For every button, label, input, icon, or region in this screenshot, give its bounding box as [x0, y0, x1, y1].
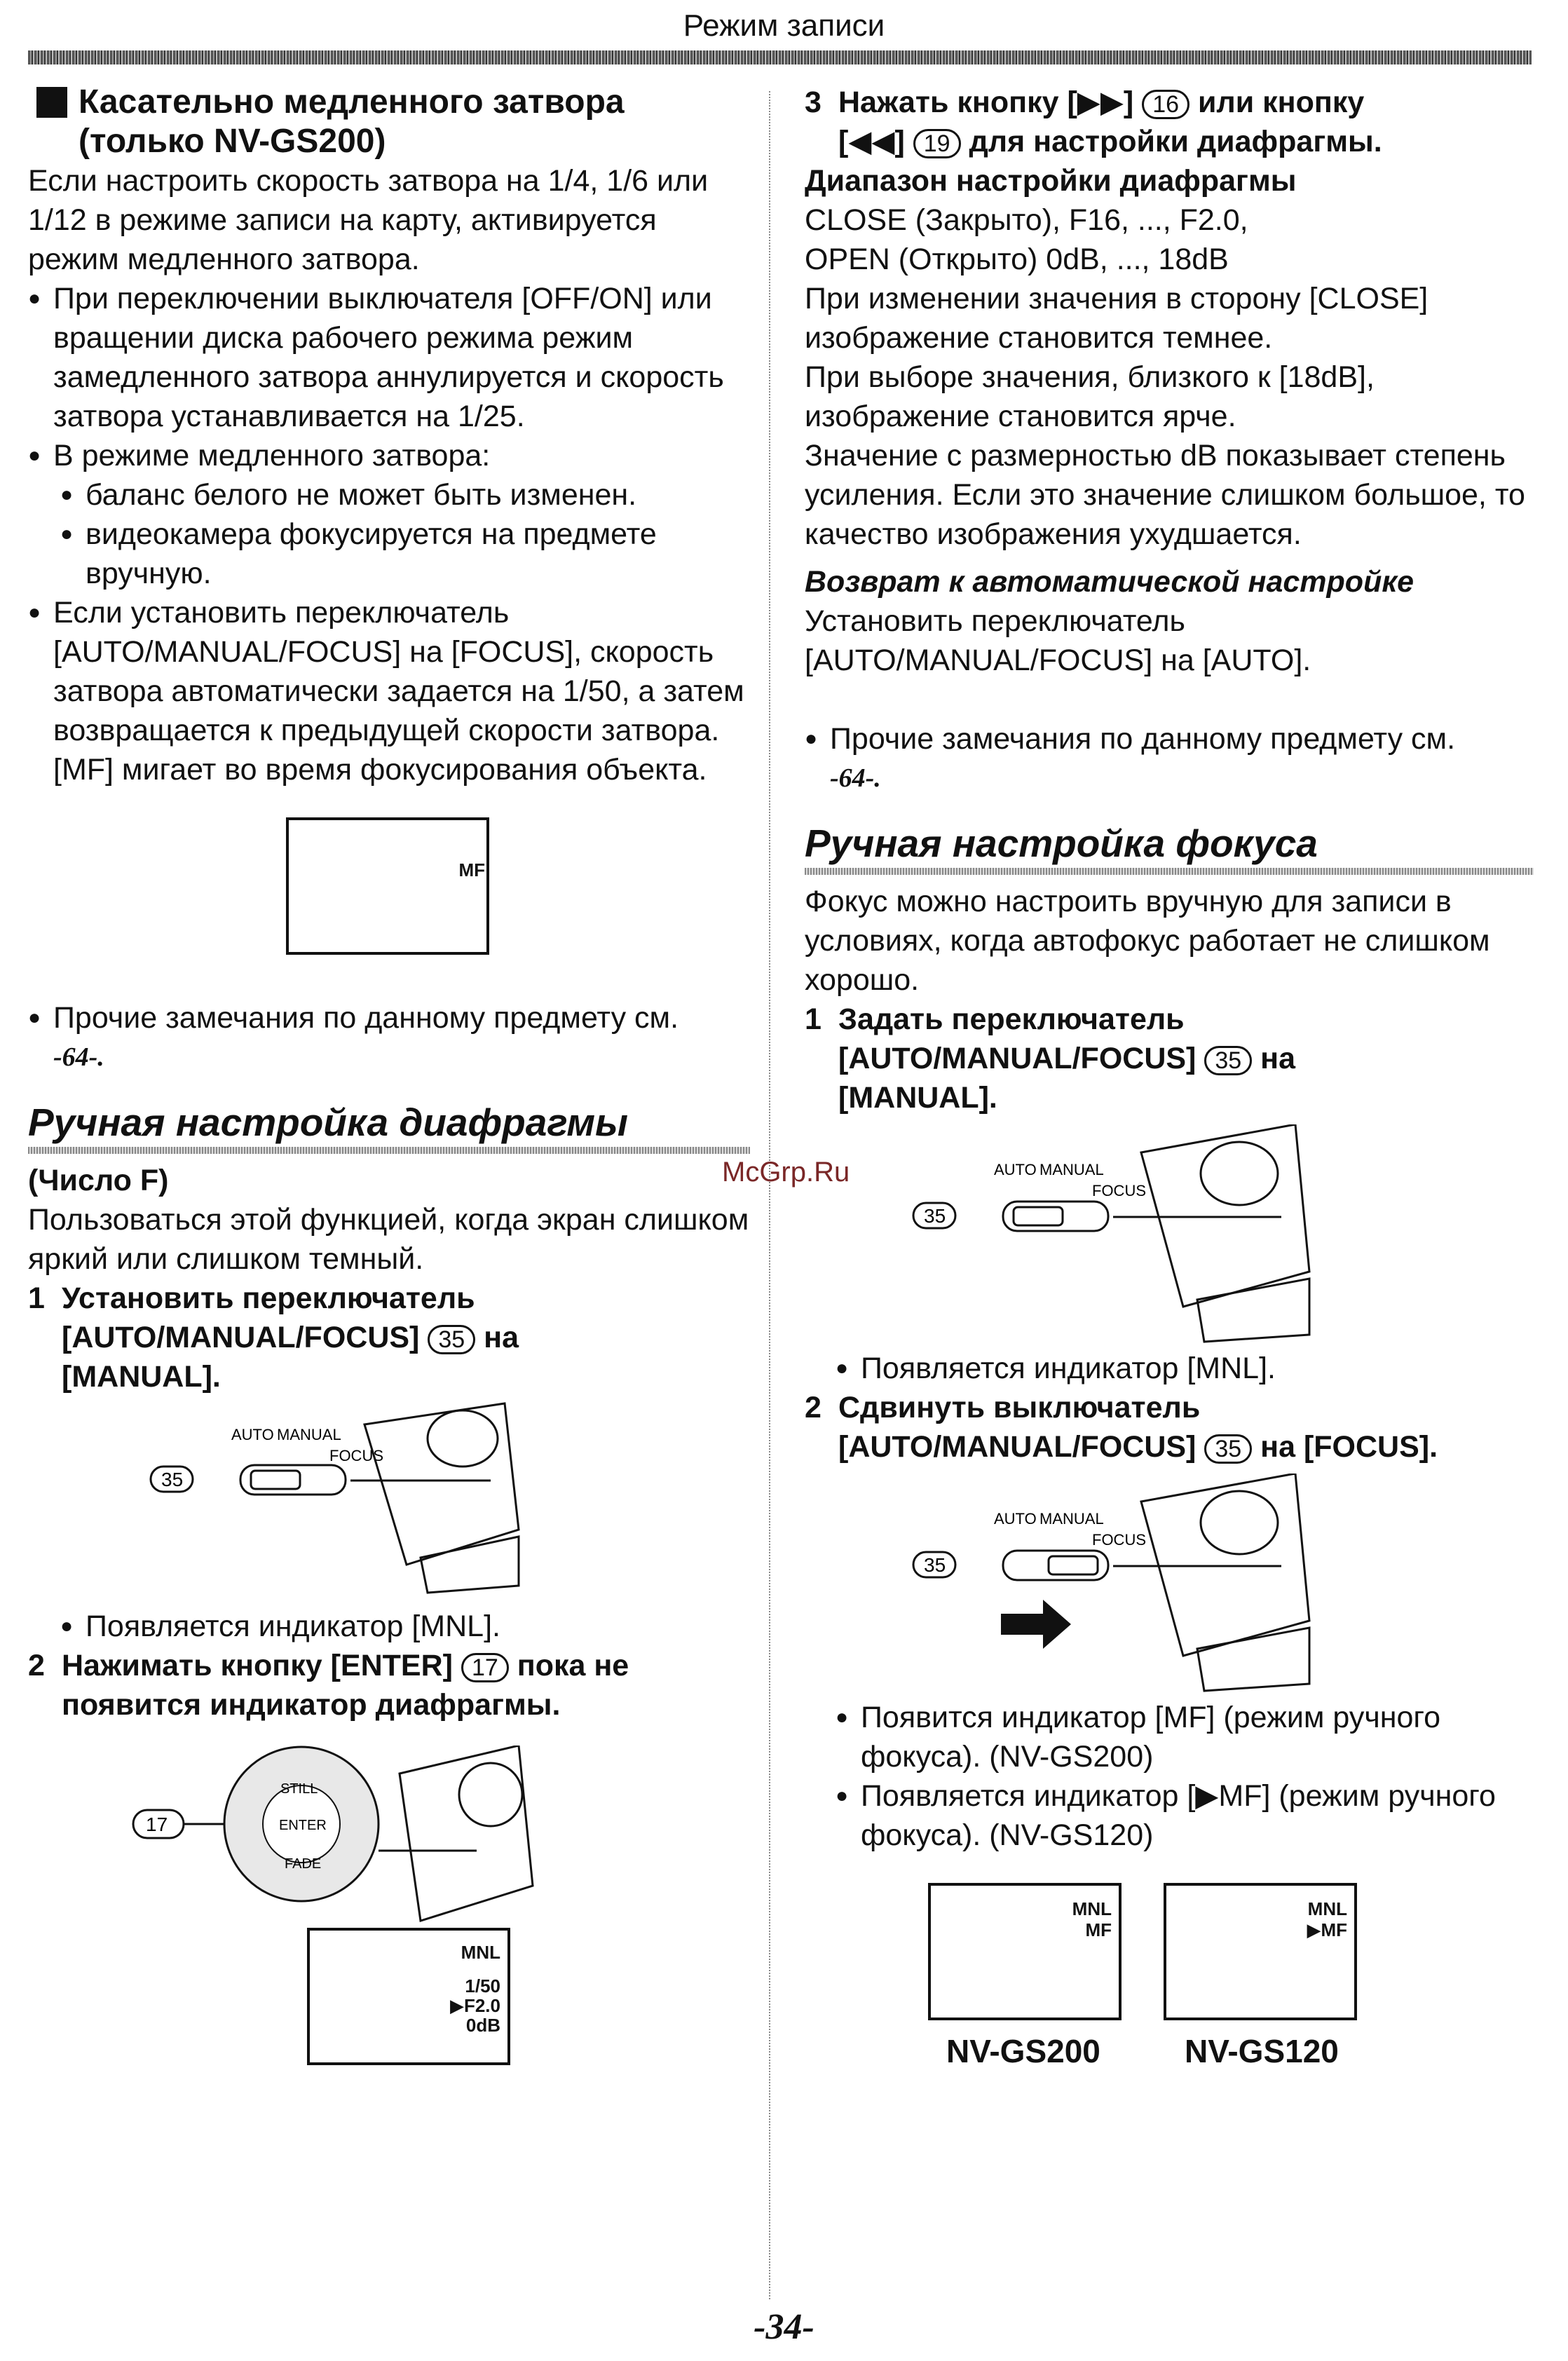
paragraph: Значение с размерностью dB показывает степень усиления. Если это значение слишком большое, то качество изображения ухудшается. [805, 439, 1525, 551]
note-text: ● Появляется индикатор [MNL]. [60, 1607, 750, 1646]
switch-knob [1049, 1556, 1098, 1574]
focus-section-title: Ручная настройка фокуса [805, 822, 1318, 865]
step-1: 1 Установить переключатель [AUTO/MANUAL/FOCUS] 35 на [MANUAL]. [28, 1281, 519, 1394]
camera-switch-figure [805, 1117, 1534, 1349]
caption-gs200: NV-GS200 [946, 2033, 1100, 2069]
note-text: ● Появляется индикатор [MNL]. [836, 1349, 1534, 1388]
section-rule [805, 868, 1534, 875]
range-line: CLOSE (Закрыто), F16, ..., F2.0, [805, 203, 1248, 237]
mf-screen-figure [28, 817, 750, 958]
note-text: ● Появляется индикатор [▶MF] (режим ручного фокуса). (NV-GS120) [836, 1776, 1534, 1855]
focus-step-1: 1 Задать переключатель [AUTO/MANUAL/FOCUS] 35 на [MANUAL]. [805, 1002, 1295, 1115]
left-column [28, 83, 750, 2068]
header-rule [28, 50, 1532, 64]
auto-return-text: Установить переключатель [AUTO/MANUAL/FOCUS] на [AUTO]. [805, 604, 1311, 677]
enter-dial-figure [28, 1746, 750, 2068]
shutter-indicator: 1/50 [465, 1975, 500, 1996]
note-text: ● Прочие замечания по данному предмету см. [28, 998, 750, 1037]
lcd-screen-gs200 [928, 1883, 1122, 2020]
iris-intro: Пользоваться этой функцией, когда экран слишком яркий или слишком темный. [28, 1203, 749, 1276]
camera-viewfinder [428, 1410, 498, 1467]
ref-35-badge: 35 [428, 1325, 475, 1354]
slow-shutter-intro: Если настроить скорость затвора на 1/4, 1/6 или 1/12 в режиме записи на карту, активируется режим медленного затвора. [28, 164, 709, 276]
lcd-screen-gs120 [1164, 1883, 1357, 2020]
page-reference: -64-. [830, 763, 881, 793]
step-2: 2 Нажимать кнопку [ENTER] 17 пока не появится индикатор диафрагмы. [28, 1649, 629, 1722]
note-text: ● Появится индикатор [MF] (режим ручного фокуса). (NV-GS200) [836, 1698, 1534, 1776]
bullet-item: ● При переключении выключателя [OFF/ON] или вращении диска рабочего режима режим замедленного затвора аннулируется и скорость затвора устанавливается на 1/25. [28, 279, 750, 436]
switch-label-focus: FOCUS [329, 1447, 383, 1464]
dial-illustration [126, 1746, 617, 1928]
switch-knob [251, 1471, 300, 1489]
note-text: ● Прочие замечания по данному предмету см. [805, 719, 1534, 758]
switch-label-manual: MANUAL [1039, 1510, 1104, 1527]
right-column [805, 83, 1534, 2093]
switch-label-auto: AUTO [994, 1161, 1037, 1178]
caption-gs120: NV-GS120 [1185, 2033, 1339, 2069]
switch-slot [1003, 1202, 1108, 1231]
iris-subtitle: (Число F) [28, 1164, 169, 1197]
focus-step-2: 2 Сдвинуть выключатель [AUTO/MANUAL/FOCUS] 35 на [FOCUS]. [805, 1391, 1438, 1464]
camera-illustration [889, 1474, 1379, 1705]
step-3: 3 Нажать кнопку [▶▶] 16 или кнопку [◀◀] 19 для настройки диафрагмы. [805, 86, 1382, 158]
lcd-screen [286, 817, 489, 955]
column-divider [769, 91, 770, 2299]
switch-label-focus: FOCUS [1092, 1182, 1146, 1199]
mnl-indicator: MNL [1307, 1898, 1347, 1919]
camera-illustration [889, 1124, 1379, 1356]
ref-17-label: 17 [146, 1814, 168, 1835]
page-header: Режим записи [683, 8, 885, 43]
camera-body [1141, 1124, 1309, 1307]
ref-35-label: 35 [924, 1205, 946, 1227]
paragraph: При изменении значения в сторону [CLOSE] изображение становится темнее. [805, 282, 1429, 355]
range-line: OPEN (Открыто) 0dB, ..., 18dB [805, 243, 1229, 276]
arrow-right-icon [1001, 1600, 1071, 1649]
switch-slot [1003, 1551, 1108, 1580]
switch-label-auto: AUTO [994, 1510, 1037, 1527]
switch-slot [240, 1465, 346, 1495]
indicator-screens [805, 1883, 1534, 2093]
lcd-screen [307, 1928, 510, 2065]
range-title: Диапазон настройки диафрагмы [805, 164, 1297, 198]
camera-focus-figure [805, 1467, 1534, 1698]
switch-label-auto: AUTO [231, 1426, 274, 1443]
camera-illustration [126, 1396, 617, 1607]
page-reference: -64-. [53, 1042, 104, 1072]
camera-viewfinder [1201, 1142, 1278, 1205]
ref-19-badge: 19 [913, 129, 961, 158]
mnl-indicator: MNL [461, 1942, 500, 1963]
paragraph: При выборе значения, близкого к [18dB], изображение становится ярче. [805, 360, 1375, 433]
section-rule [28, 1147, 750, 1154]
mnl-indicator: MNL [1072, 1898, 1112, 1919]
focus-intro: Фокус можно настроить вручную для записи в условиях, когда автофокус работает не слишком хорошо. [805, 885, 1490, 997]
mf-indicator: MF [1085, 1919, 1112, 1940]
ref-16-badge: 16 [1142, 90, 1189, 119]
dial-still-label: STILL [280, 1781, 318, 1797]
mf-indicator: ▶MF [1307, 1919, 1347, 1940]
sub-bullet-item: ● баланс белого не может быть изменен. [28, 475, 750, 515]
sub-bullet-item: ● видеокамера фокусируется на предмете вручную. [28, 515, 750, 593]
dial-fade-label: FADE [285, 1856, 322, 1872]
camera-viewfinder [1201, 1491, 1278, 1554]
gain-indicator: 0dB [465, 2015, 500, 2036]
switch-knob [1014, 1207, 1063, 1225]
bullet-item: ● Если установить переключатель [AUTO/MANUAL/FOCUS] на [FOCUS], скорость затвора автоматически задается на 1/50, а затем возвращается к предыдущей скорости затвора. [MF] мигает во время фокусирования объекта. [28, 593, 750, 789]
bullet-item: ● В режиме медленного затвора: [28, 436, 750, 475]
ref-35-badge: 35 [1204, 1434, 1252, 1464]
ref-35-label: 35 [924, 1554, 946, 1576]
ref-35-label: 35 [161, 1469, 184, 1490]
slow-shutter-heading: Касательно медленного затвора (только NV-GS200) [28, 83, 750, 161]
mf-indicator: MF [458, 859, 485, 880]
ref-17-badge: 17 [461, 1653, 509, 1682]
switch-label-manual: MANUAL [1039, 1161, 1104, 1178]
camera-body [1141, 1474, 1309, 1656]
camera-switch-figure [28, 1396, 750, 1607]
iris-section-title: Ручная настройка диафрагмы [28, 1101, 628, 1144]
watermark-text: McGrp.Ru [722, 1157, 850, 1188]
heading-square-marker [36, 87, 67, 118]
iris-indicator: ▶F2.0 [449, 1995, 500, 2016]
dial-enter-label: ENTER [279, 1818, 327, 1833]
ref-35-badge: 35 [1204, 1046, 1252, 1075]
auto-return-title: Возврат к автоматической настройке [805, 565, 1414, 599]
switch-label-focus: FOCUS [1092, 1531, 1146, 1549]
switch-label-manual: MANUAL [277, 1426, 341, 1443]
page-number: -34- [754, 2307, 814, 2347]
